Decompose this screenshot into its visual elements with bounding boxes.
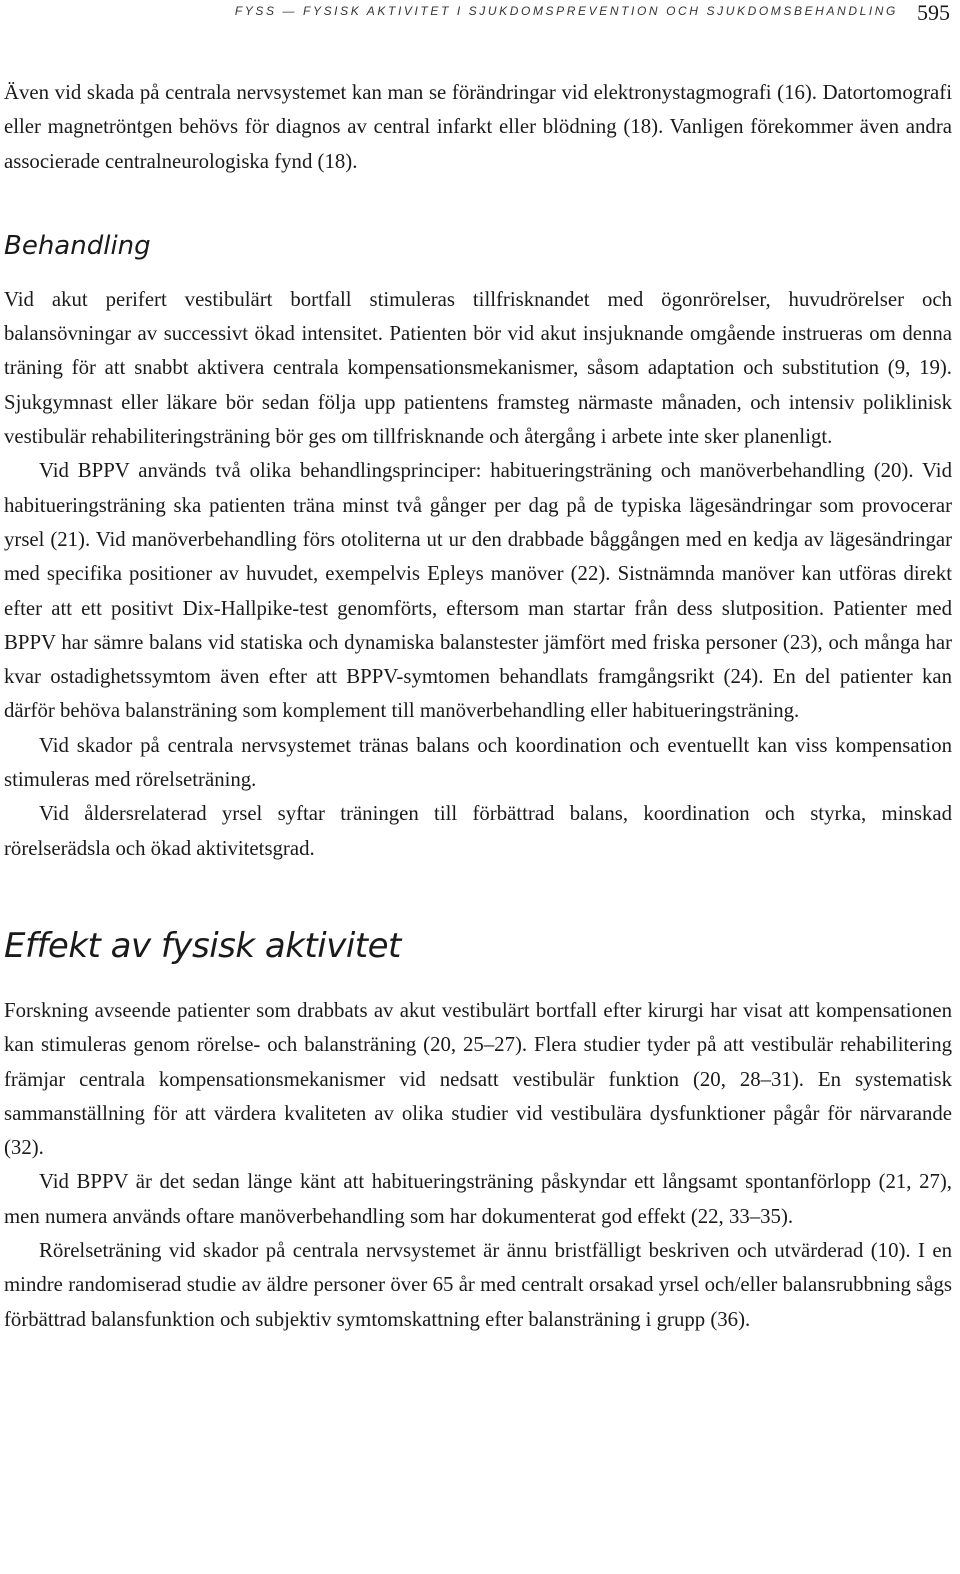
spacer <box>4 866 952 926</box>
intro-paragraph: Även vid skada på centrala nervsystemet kan man se förändringar vid elektronystagmografi (16). Datortomografi eller magnetröntgen behövs för diagnos av central infarkt eller blödning (18). Vanligen förekommer även andra associerade centralneurologiska fynd (18). <box>4 81 952 173</box>
running-header <box>0 0 960 30</box>
behandling-paragraph-2: Vid BPPV används två olika behandlingsprinciper: habitueringsträning och manöverbehandling (20). Vid habitueringsträning ska patienten träna minst två gånger per dag på de typiska lägesändringar som provocerar yrsel (21). Vid manöverbehandling förs otoliterna ut ur den drabbade båggången med en kedja av lägesändringar med specifika positioner av huvudet, exempelvis Epleys manöver (22). Sistnämnda manöver kan utföras direkt efter att ett positivt Dix-Hallpike-test genomförts, eftersom man startar från dess slutposition. Patienter med BPPV har sämre balans vid statiska och dynamiska balanstester jämfört med friska personer (23), och många har kvar ostadighetssymtom även efter att BPPV-symtomen behandlats framgångsrikt (24). En del patienter kan därför behöva balansträning som komplement till manöverbehandling eller habitueringsträning. <box>4 459 952 723</box>
page-body <box>4 76 952 1337</box>
effekt-heading: Effekt av fysisk aktivitet <box>4 925 401 966</box>
spacer <box>4 261 952 283</box>
behandling-paragraph-1: Vid akut perifert vestibulärt bortfall stimuleras tillfrisknandet med ögonrörelser, huvudrörelser och balansövningar av successivt ökad intensitet. Patienten bör vid akut insjuknande omgående instrueras om denna träning för att snabbt aktivera centrala kompensationsmekanismer, såsom adaptation och substitution (9, 19). Sjukgymnast eller läkare bör sedan följa upp patientens framsteg närmaste månaden, och intensiv poliklinisk vestibulär rehabiliteringsträning bör ges om tillfrisknande och återgång i arbete inte sker planenligt. <box>4 287 952 449</box>
behandling-paragraph-4: Vid åldersrelaterad yrsel syftar träningen till förbättrad balans, koordination och styrka, minskad rörelserädsla och ökad aktivitetsgrad. <box>4 802 952 860</box>
effekt-paragraph-2: Vid BPPV är det sedan länge känt att habitueringsträning påskyndar ett långsamt spontanförlopp (21, 27), men numera används oftare manöverbehandling som har dokumenterat god effekt (22, 33–35). <box>4 1170 952 1228</box>
effekt-paragraph-1: Forskning avseende patienter som drabbats av akut vestibulärt bortfall efter kirurgi har visat att kompensationen kan stimuleras genom rörelse- och balansträning (20, 25–27). Flera studier tyder på att vestibulär rehabilitering främjar centrala kompensationsmekanismer vid nedsatt vestibulär funktion (20, 28–31). En systematisk sammanställning för att värdera kvaliteten av olika studier vid vestibulära dysfunktioner pågår för närvarande (32). <box>4 998 952 1160</box>
spacer <box>4 179 952 231</box>
behandling-paragraph-3: Vid skador på centrala nervsystemet tränas balans och koordination och eventuellt kan viss kompensation stimuleras med rörelseträning. <box>4 733 952 792</box>
running-title: FYSS — FYSISK AKTIVITET I SJUKDOMSPREVENTION OCH SJUKDOMSBEHANDLING <box>234 4 898 18</box>
behandling-heading: Behandling <box>4 230 151 261</box>
page-number: 595 <box>917 0 950 25</box>
spacer <box>4 966 952 994</box>
effekt-paragraph-3: Rörelseträning vid skador på centrala nervsystemet är ännu bristfälligt beskriven och utvärderad (10). I en mindre randomiserad studie av äldre personer över 65 år med centralt orsakad yrsel och/eller balansrubbning sågs förbättrad balansfunktion och subjektiv symtomskattning efter balansträning i grupp (36). <box>4 1239 952 1331</box>
